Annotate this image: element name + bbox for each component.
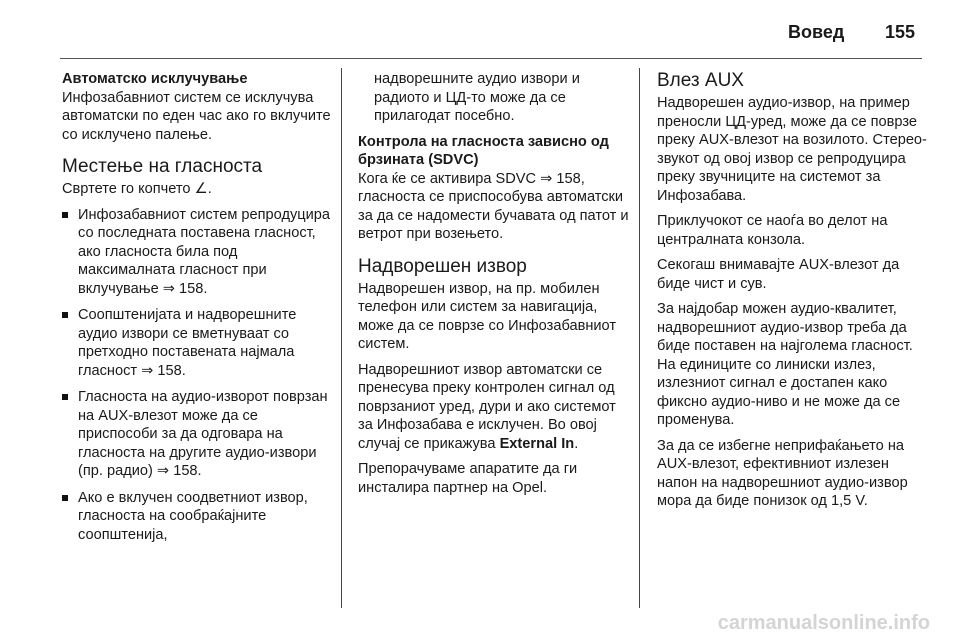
heading-sdvc: Контрола на гласноста зависно од брзината (SDVC) — [358, 133, 609, 168]
bullet-square-icon — [62, 312, 68, 318]
column-divider-1 — [341, 68, 342, 608]
column-1 — [62, 70, 332, 552]
page-number: 155 — [885, 22, 916, 42]
header-rule — [60, 58, 922, 59]
bullet-item-2 — [62, 306, 332, 380]
column-divider-2 — [639, 68, 640, 608]
column-2 — [358, 70, 633, 504]
volume-knob-icon: ∠. — [194, 181, 212, 197]
external-in-label: External In — [499, 435, 575, 452]
paragraph-external-2 — [358, 361, 633, 454]
paragraph-aux-3: Секогаш внимавајте AUX-влезот да биде чист и сув. — [657, 257, 900, 292]
bullet-item-4 — [62, 489, 332, 545]
bullet-item-1 — [62, 206, 332, 299]
paragraph-external-1: Надворешен извор, на пр. мобилен телефон или систем за навигација, може да се поврзе со Инфозабавниот систем. — [358, 280, 617, 352]
paragraph-aux-1: Надворешен аудио-извор, на пример преносли ЦД-уред, може да се поврзе преку AUX-влезот на возилото. Стерео-звукот од овој извор се репродуцира преку звучниците на системот за Инфозабава. — [657, 95, 927, 204]
paragraph-aux-4: За најдобар можен аудио-квалитет, надворешниот аудио-извор треба да биде поставен на најголема гласност. На единиците со линиски излез, излезниот сигнал е достапен како фиксно аудио-ниво и не може да се променува. — [657, 301, 913, 428]
paragraph-auto-off: Инфозабавниот систем се исклучува автоматски по еден час ако го вклучите со исклучено палење. — [62, 89, 331, 143]
paragraph-aux-2: Приклучокот се наоѓа во делот на централната конзола. — [657, 213, 888, 248]
bullet-text-2: Соопштенијата и надворешните аудио извори се вметнуваат со претходно поставената најмала гласност ⇒ 158. — [78, 307, 297, 379]
bullet-square-icon — [62, 212, 68, 218]
bullet-square-icon — [62, 495, 68, 501]
volume-instruction: Свртете го копчето — [62, 181, 191, 197]
heading-volume: Местење на гласноста — [62, 156, 263, 177]
external-period: . — [574, 435, 579, 452]
watermark: carmanualsonline.info — [717, 612, 930, 634]
column-3 — [657, 70, 932, 518]
section-title: Вовед — [788, 22, 845, 42]
external-text: Надворешниот извор автоматски се пренесува преку контролен сигнал од поврзаниот уред, дури и ако системот за Инфозабава е исклучен. Во овој случај се прикажува — [358, 361, 616, 452]
bullet-text-1: Инфозабавниот систем репродуцира со последната поставена гласност, ако гласноста била под максималната гласност при вклучување ⇒ 158. — [78, 206, 331, 297]
paragraph-opel: Препорачуваме апаратите да ги инсталира партнер на Opel. — [358, 461, 578, 496]
heading-auto-off: Автоматско исклучување — [62, 71, 248, 87]
page-header — [0, 0, 960, 58]
bullet-item-3 — [62, 388, 332, 481]
bullet-text-3: Гласноста на аудио-изворот поврзан на AUX-влезот може да се приспособи за да одговара на гласноста на другите аудио-извори (пр. радио) ⇒ 158. — [78, 389, 328, 479]
bullet-square-icon — [62, 394, 68, 400]
paragraph-sdvc: Кога ќе се активира SDVC ⇒ 158, гласноста се приспособува автоматски за да се надомести бучавата од патот и ветрот при возењето. — [358, 170, 629, 242]
heading-external-source: Надворешен извор — [358, 255, 527, 277]
paragraph-continued: надворешните аудио извори и радиото и ЦД-то може да се прилагодат посебно. — [374, 71, 580, 124]
paragraph-aux-5: За да се избегне неприфаќањето на AUX-влезот, ефективниот излезен напон на надворешниот аудио-извор мора да биде понизок од 1,5 V. — [657, 437, 908, 509]
bullet-text-4: Ако е вклучен соодветниот извор, гласноста на сообраќајните соопштенија, — [78, 489, 308, 543]
paragraph-volume — [62, 180, 332, 199]
heading-aux: Влез AUX — [657, 70, 744, 91]
